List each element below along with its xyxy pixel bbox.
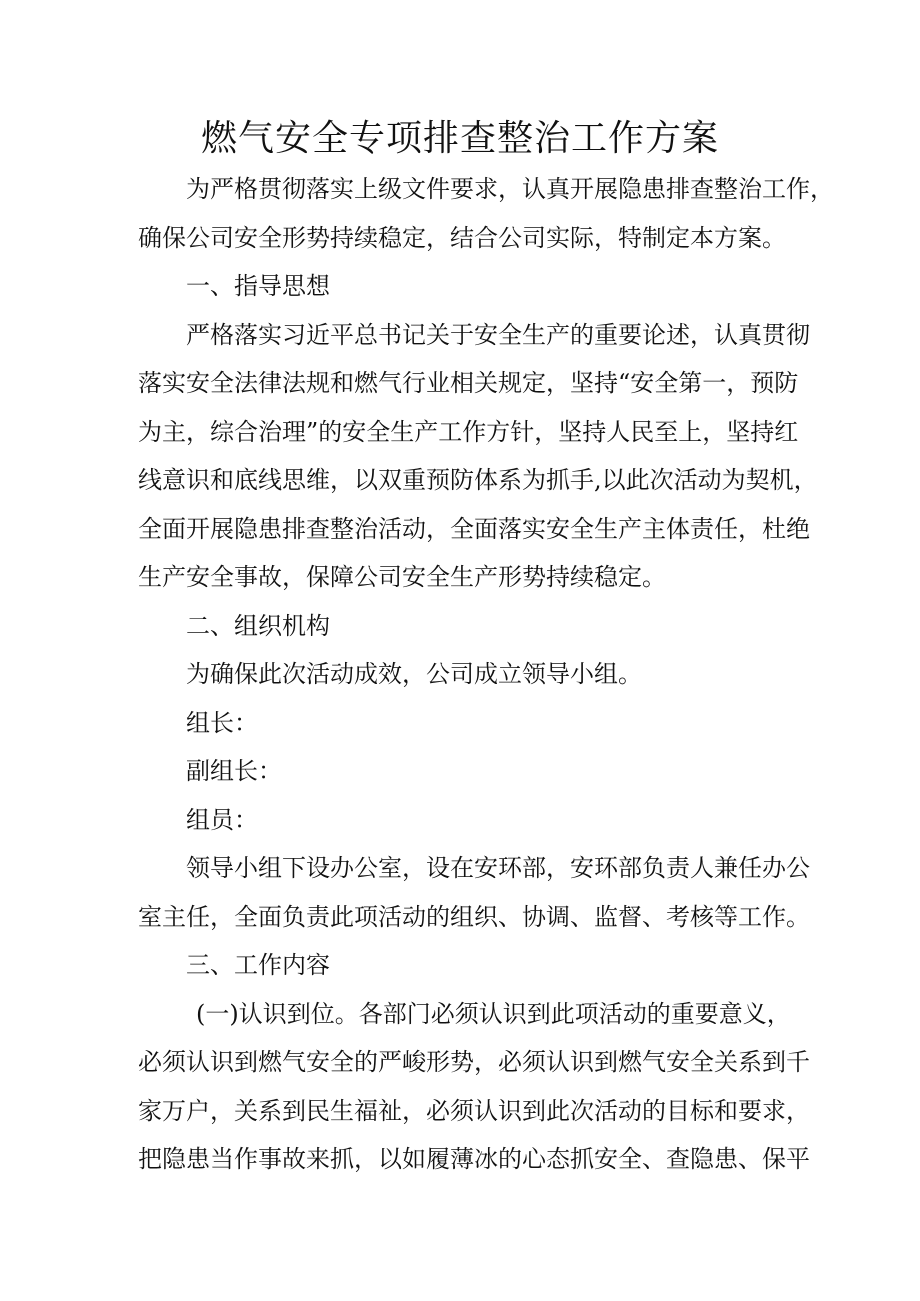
guiding-ideology-paragraph bbox=[138, 311, 818, 602]
guiding-line-5: 全面开展隐患排查整治活动，全面落实安全生产主体责任，杜绝 bbox=[138, 514, 810, 543]
work-item-line-4: 把隐患当作事故来抓，以如履薄冰的心态抓安全、查隐患、保平 bbox=[138, 1145, 810, 1173]
leader-label: 组长： bbox=[186, 708, 258, 737]
guiding-line-3: 为主，综合治理”的安全生产工作方针，坚持人民至上，坚持红 bbox=[138, 417, 799, 446]
guiding-line-1: 严格落实习近平总书记关于安全生产的重要论述，认真贯彻 bbox=[186, 320, 810, 349]
members-label: 组员： bbox=[186, 805, 258, 834]
section-heading-organization: 二、组织机构 bbox=[186, 611, 330, 640]
organization-intro: 为确保此次活动成效，公司成立领导小组。 bbox=[186, 660, 642, 688]
guiding-line-6: 生产安全事故，保障公司安全生产形势持续稳定。 bbox=[138, 563, 666, 591]
intro-paragraph bbox=[138, 165, 834, 262]
work-item-line-2: 必须认识到燃气安全的严峻形势，必须认识到燃气安全关系到千 bbox=[138, 1048, 810, 1076]
office-line-2: 室主任，全面负责此项活动的组织、协调、监督、考核等工作。 bbox=[138, 902, 810, 931]
deputy-leader-label: 副组长： bbox=[186, 757, 282, 785]
guiding-line-2: 落实安全法律法规和燃气行业相关规定，坚持“安全第一，预防 bbox=[138, 369, 799, 397]
work-item-line-1: (一)认识到位。各部门必须认识到此项活动的重要意义， bbox=[196, 999, 791, 1028]
document-body bbox=[138, 165, 834, 1184]
guiding-line-4: 线意识和底线思维，以双重预防体系为抓手,以此次活动为契机， bbox=[138, 466, 818, 494]
office-line-1: 领导小组下设办公室，设在安环部，安环部负责人兼任办公 bbox=[186, 854, 810, 882]
document-title: 燃气安全专项排查整治工作方案 bbox=[200, 118, 719, 159]
work-content-item-1 bbox=[138, 990, 810, 1184]
intro-line-2: 确保公司安全形势持续稳定，结合公司实际，特制定本方案。 bbox=[138, 223, 786, 252]
work-item-line-3: 家万户，关系到民生福祉，必须认识到此次活动的目标和要求， bbox=[138, 1096, 810, 1125]
office-paragraph bbox=[138, 844, 810, 941]
intro-line-1: 为严格贯彻落实上级文件要求，认真开展隐患排查整治工作， bbox=[186, 175, 834, 203]
section-heading-guiding-ideology: 一、指导思想 bbox=[186, 272, 330, 300]
section-heading-work-content: 三、工作内容 bbox=[186, 951, 330, 979]
